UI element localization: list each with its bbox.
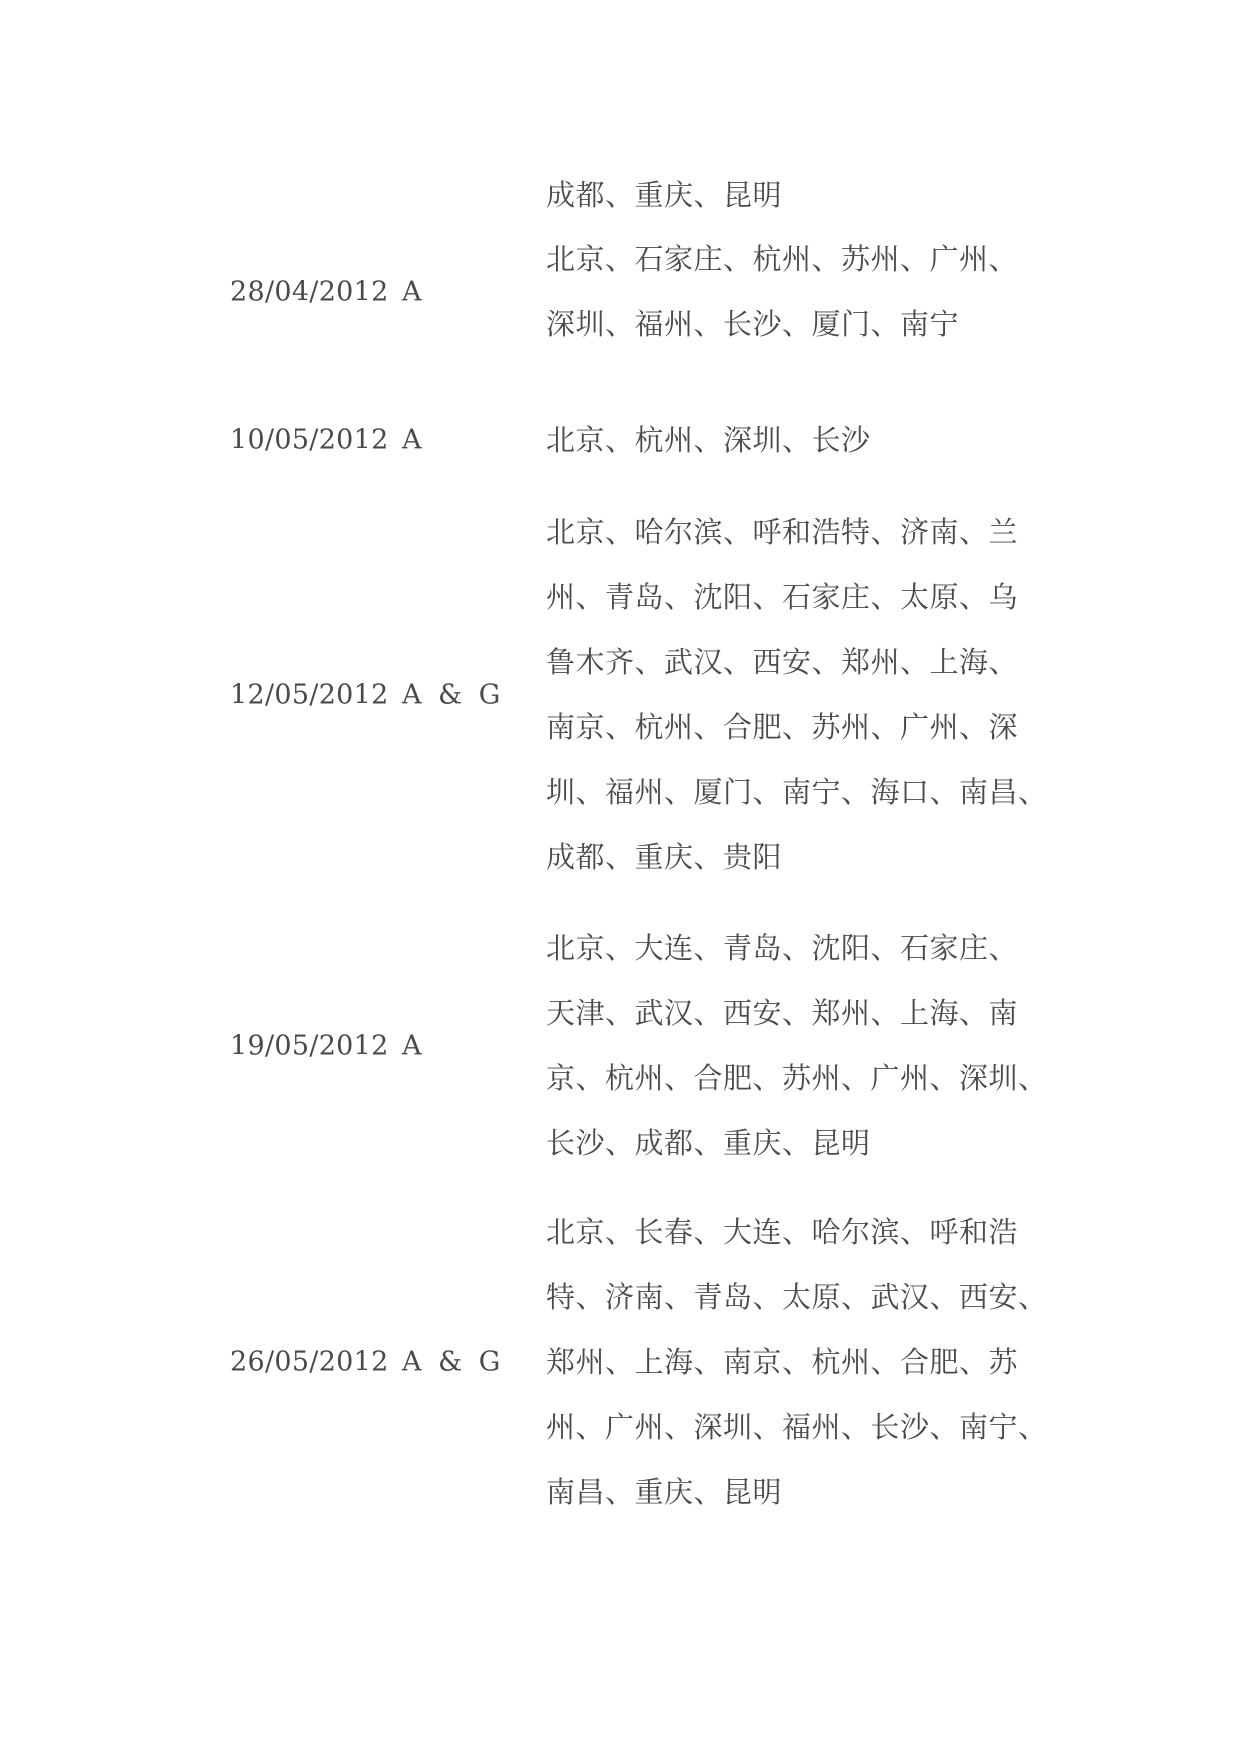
exam-type: A & G (402, 1346, 505, 1378)
exam-date: 12/05/2012 (230, 679, 389, 711)
city-line: 特、济南、青岛、太原、武汉、西安、 (546, 1280, 1048, 1314)
city-line: 京、杭州、合肥、苏州、广州、深圳、 (546, 1061, 1048, 1095)
city-line: 鲁木齐、武汉、西安、郑州、上海、 (546, 645, 1019, 679)
city-line: 圳、福州、厦门、南宁、海口、南昌、 (546, 775, 1048, 809)
city-line: 长沙、成都、重庆、昆明 (546, 1126, 871, 1160)
exam-date: 28/04/2012 (230, 276, 389, 308)
city-line: 北京、大连、青岛、沈阳、石家庄、 (546, 931, 1019, 965)
city-line: 天津、武汉、西安、郑州、上海、南 (546, 996, 1019, 1030)
city-list (546, 916, 1048, 1176)
city-line: 成都、重庆、贵阳 (546, 840, 783, 874)
exam-type: A (402, 1030, 426, 1062)
exam-type: A (402, 424, 426, 456)
city-line: 南京、杭州、合肥、苏州、广州、深 (546, 710, 1019, 744)
city-line: 州、青岛、沈阳、石家庄、太原、乌 (546, 580, 1019, 614)
city-line: 州、广州、深圳、福州、长沙、南宁、 (546, 1410, 1048, 1444)
city-line: 北京、石家庄、杭州、苏州、广州、 (546, 242, 1019, 276)
city-line: 北京、杭州、深圳、长沙 (546, 423, 871, 457)
city-line: 郑州、上海、南京、杭州、合肥、苏 (546, 1345, 1019, 1379)
exam-type: A (402, 276, 426, 308)
exam-date: 26/05/2012 (230, 1346, 389, 1378)
exam-date: 10/05/2012 (230, 424, 389, 456)
city-list (546, 163, 782, 228)
city-list (546, 408, 871, 473)
city-list (546, 500, 1048, 890)
city-line: 北京、长春、大连、哈尔滨、呼和浩 (546, 1215, 1019, 1249)
city-list (546, 227, 1018, 357)
city-line: 南昌、重庆、昆明 (546, 1475, 783, 1509)
exam-date: 19/05/2012 (230, 1030, 389, 1062)
city-line: 北京、哈尔滨、呼和浩特、济南、兰 (546, 515, 1019, 549)
city-list (546, 1200, 1048, 1525)
city-line: 深圳、福州、长沙、厦门、南宁 (546, 307, 960, 341)
exam-type: A & G (402, 679, 505, 711)
city-line: 成都、重庆、昆明 (546, 178, 783, 212)
